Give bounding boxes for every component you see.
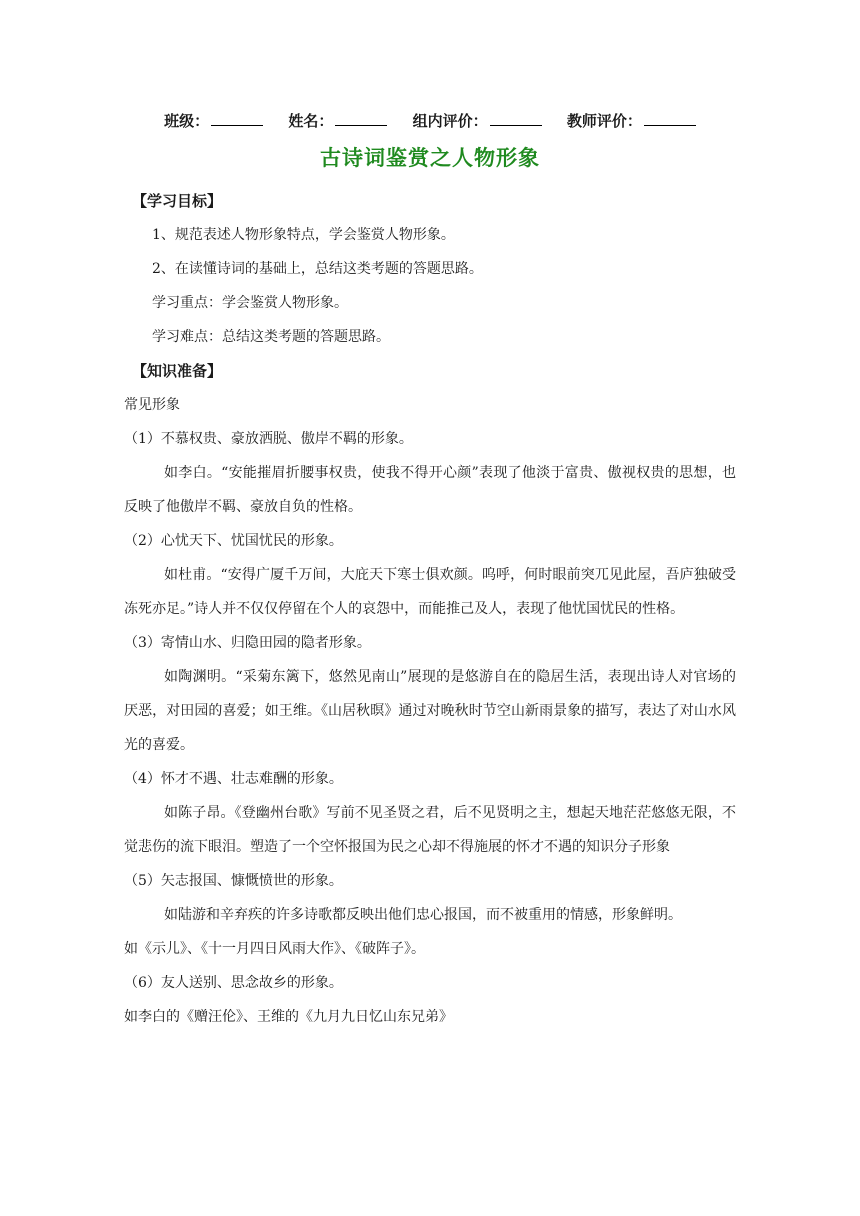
item-4-text: 如陈子昂。《登幽州台歌》写前不见圣贤之君，后不见贤明之主，想起天地茫茫悠悠无限，不觉悲伤的流下眼泪。塑造了一个空怀报国为民之心却不得施展的怀才不遇的知识分子形象 (124, 805, 736, 855)
document-body (124, 184, 736, 1034)
class-label: 班级： (164, 112, 210, 130)
item-6-examples: 如李白的《赠汪伦》、王维的《九月九日忆山东兄弟》 (124, 1009, 453, 1025)
class-blank[interactable] (211, 111, 263, 126)
item-1-title: （1）不慕权贵、豪放洒脱、傲岸不羁的形象。 (124, 431, 413, 447)
document-title: 古诗词鉴赏之人物形象 (320, 146, 540, 170)
item-5-examples: 如《示儿》、《十一月四日风雨大作》、《破阵子》。 (124, 941, 425, 957)
group-eval-blank[interactable] (490, 111, 542, 126)
item-5-title: （5）矢志报国、慷慨愤世的形象。 (124, 873, 343, 889)
name-label: 姓名： (288, 112, 334, 130)
goals-heading: 【学习目标】 (132, 192, 223, 210)
goal-item-1: 1、规范表述人物形象特点，学会鉴赏人物形象。 (152, 227, 455, 243)
item-6-title: （6）友人送别、思念故乡的形象。 (124, 975, 343, 991)
goal-item-2: 2、在读懂诗词的基础上，总结这类考题的答题思路。 (152, 261, 483, 277)
name-blank[interactable] (335, 111, 387, 126)
focus-point: 学习重点：学会鉴赏人物形象。 (152, 295, 348, 311)
item-3-title: （3）寄情山水、归隐田园的隐者形象。 (124, 635, 371, 651)
item-1-text: 如李白。“安能摧眉折腰事权贵，使我不得开心颜”表现了他淡于富贵、傲视权贵的思想，也反映了他傲岸不羁、豪放自负的性格。 (124, 465, 736, 515)
item-3-text: 如陶渊明。“采菊东篱下，悠然见南山”展现的是悠游自在的隐居生活，表现出诗人对官场的厌恶，对田园的喜爱；如王维。《山居秋暝》通过对晚秋时节空山新雨景象的描写，表达了对山水风光的喜爱。 (124, 669, 736, 753)
item-2-title: （2）心忧天下、忧国忧民的形象。 (124, 533, 343, 549)
item-5-text: 如陆游和辛弃疾的许多诗歌都反映出他们忠心报国，而不被重用的情感，形象鲜明。 (164, 907, 682, 923)
group-eval-field (413, 110, 542, 131)
teacher-eval-label: 教师评价： (566, 112, 642, 130)
knowledge-heading: 【知识准备】 (132, 362, 223, 380)
difficulty-point: 学习难点：总结这类考题的答题思路。 (152, 329, 390, 345)
teacher-eval-blank[interactable] (644, 111, 696, 126)
knowledge-intro: 常见形象 (124, 397, 180, 413)
group-eval-label: 组内评价： (412, 112, 488, 130)
teacher-eval-field (567, 110, 696, 131)
name-field (288, 110, 387, 131)
student-info-line (0, 110, 860, 131)
item-4-title: （4）怀才不遇、壮志难酬的形象。 (124, 771, 343, 787)
item-2-text: 如杜甫。“安得广厦千万间，大庇天下寒士俱欢颜。呜呼，何时眼前突兀见此屋，吾庐独破受冻死亦足。”诗人并不仅仅停留在个人的哀怨中，而能推己及人，表现了他忧国忧民的性格。 (124, 567, 736, 617)
class-field (164, 110, 263, 131)
